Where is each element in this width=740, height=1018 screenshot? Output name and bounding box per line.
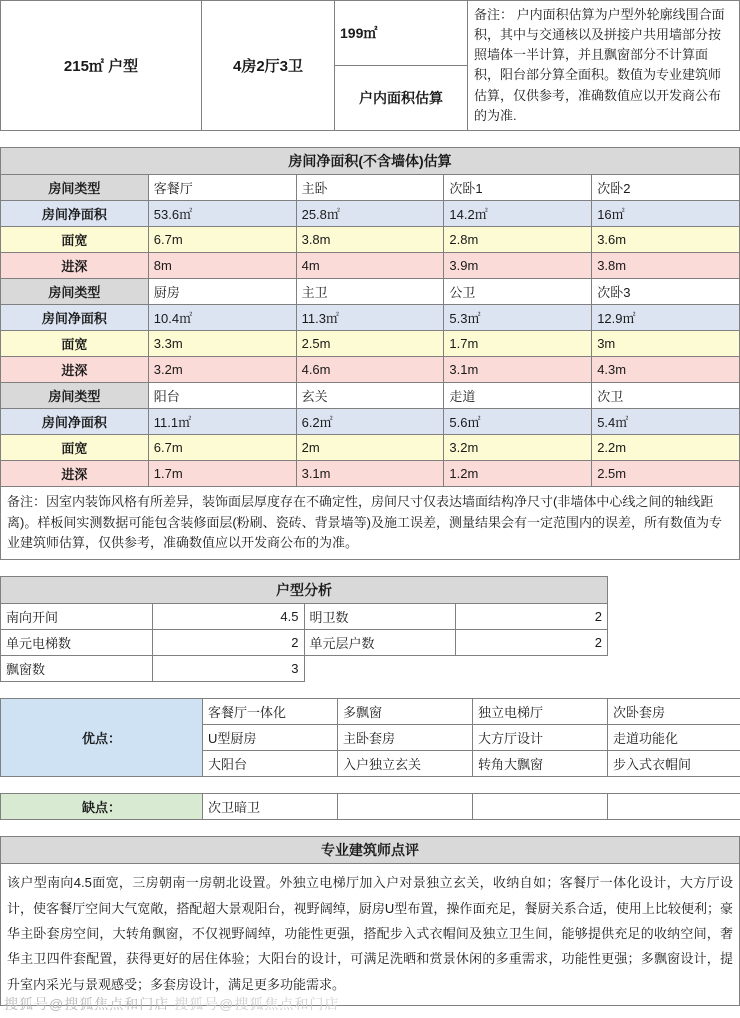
row-label-depth: 进深: [1, 460, 149, 486]
analysis-blank-cell: [304, 656, 456, 682]
room-depth: 3.1m: [444, 356, 592, 382]
spacer: [0, 820, 740, 836]
room-net-area: 5.6㎡: [444, 408, 592, 434]
room-net-area: 5.4㎡: [592, 408, 740, 434]
room-depth: 3.8m: [592, 252, 740, 278]
room-depth: 8m: [148, 252, 296, 278]
row-label-width: 面宽: [1, 434, 149, 460]
cons-item: [473, 794, 608, 820]
room-width: 6.7m: [148, 226, 296, 252]
pros-item: 主卧套房: [338, 725, 473, 751]
table-row: [1, 226, 740, 252]
room-net-area: 11.1㎡: [148, 408, 296, 434]
spacer: [0, 777, 740, 793]
unit-summary-table: [0, 0, 740, 131]
spacer: [0, 560, 740, 576]
cons-table: [0, 793, 740, 820]
cons-label: 缺点：: [1, 794, 203, 820]
cons-item: [338, 794, 473, 820]
room-depth: 1.7m: [148, 460, 296, 486]
pros-label: 优点：: [1, 699, 203, 777]
room-type: 主卫: [296, 278, 444, 304]
room-type: 次卫: [592, 382, 740, 408]
table-row: [1, 699, 740, 725]
row-label-net-area: 房间净面积: [1, 304, 149, 330]
room-width: 3.8m: [296, 226, 444, 252]
header-remark-cell: 备注： 户内面积估算为户型外轮廓线围合面积，其中与交通核以及拼接户共用墙部分按照墙体一半计算，并且飘窗部分不计算面积，阳台部分算全面积。数值为专业建筑师估算，仅供参考，准确数值应以开发商公布的为准.: [468, 1, 740, 131]
review-title: 专业建筑师点评: [1, 837, 740, 864]
room-type: 公卫: [444, 278, 592, 304]
pros-item: 步入式衣帽间: [608, 751, 740, 777]
room-type: 主卧: [296, 174, 444, 200]
table-row: [1, 434, 740, 460]
room-net-area: 12.9㎡: [592, 304, 740, 330]
watermark-text: 搜狐号@搜狐焦点和门店: [4, 996, 169, 1012]
room-depth: 3.1m: [296, 460, 444, 486]
room-depth: 2.5m: [592, 460, 740, 486]
analysis-label: 单元电梯数: [1, 630, 153, 656]
room-width: 3m: [592, 330, 740, 356]
table-row: [1, 460, 740, 486]
table-row: [1, 200, 740, 226]
pros-table: [0, 698, 740, 777]
row-label-type: 房间类型: [1, 382, 149, 408]
room-table-title: 房间净面积(不含墙体)估算: [1, 147, 740, 174]
row-label-width: 面宽: [1, 330, 149, 356]
pros-item: 大阳台: [203, 751, 338, 777]
room-depth: 3.2m: [148, 356, 296, 382]
architect-review-table: [0, 836, 740, 1006]
table-row: [1, 304, 740, 330]
room-depth: 4.3m: [592, 356, 740, 382]
room-width: 3.2m: [444, 434, 592, 460]
room-width: 2.5m: [296, 330, 444, 356]
row-label-net-area: 房间净面积: [1, 200, 149, 226]
row-label-depth: 进深: [1, 252, 149, 278]
layout-cell: 4房2厅3卫: [202, 1, 335, 131]
cons-item: [608, 794, 740, 820]
table-row: [1, 330, 740, 356]
room-type: 次卧1: [444, 174, 592, 200]
row-label-depth: 进深: [1, 356, 149, 382]
spacer: [0, 131, 740, 147]
table-row: [1, 356, 740, 382]
watermark-text-secondary: 搜狐号@搜狐焦点和门店: [174, 996, 339, 1012]
analysis-value: 2: [456, 630, 608, 656]
table-row: [1, 656, 608, 682]
analysis-value: 2: [152, 630, 304, 656]
inner-area-value-cell: 199㎡: [335, 1, 468, 66]
room-width: 2m: [296, 434, 444, 460]
spacer: [0, 682, 740, 698]
analysis-blank-cell: [456, 656, 608, 682]
room-type: 次卧2: [592, 174, 740, 200]
table-row: [1, 604, 608, 630]
room-net-area: 10.4㎡: [148, 304, 296, 330]
room-type: 客餐厅: [148, 174, 296, 200]
room-width: 3.3m: [148, 330, 296, 356]
analysis-label: 飘窗数: [1, 656, 153, 682]
pros-item: 客餐厅一体化: [203, 699, 338, 725]
table-row: [1, 382, 740, 408]
room-net-area: 14.2㎡: [444, 200, 592, 226]
pros-item: 入户独立玄关: [338, 751, 473, 777]
table-row: [1, 794, 740, 820]
room-table-note: 备注：因室内装饰风格有所差异，装饰面层厚度存在不确定性，房间尺寸仅表达墙面结构净尺寸(非墙体中心线之间的轴线距离)。样板间实测数据可能包含装修面层(粉刷、瓷砖、背景墙等)及施工误差，测量结果会有一定范围内的误差，所有数值为专业建筑师估算，仅供参考，准确数值应以开发商公布的为准。: [1, 486, 740, 559]
unit-type-cell: 215㎡ 户型: [1, 1, 202, 131]
pros-item: 大方厅设计: [473, 725, 608, 751]
room-type: 玄关: [296, 382, 444, 408]
pros-item: 走道功能化: [608, 725, 740, 751]
review-body: 该户型南向4.5面宽，三房朝南一房朝北设置。外独立电梯厅加入户对景独立玄关，收纳自如；客餐厅一体化设计，大方厅设计，使客餐厅空间大气宽敞，搭配超大景观阳台，视野阔绰，厨房U型布置，操作面充足，餐厨关系合适，使用上比较便利；豪华主卧套房空间，大转角飘窗，不仅视野阔绰，功能性更强，搭配步入式衣帽间及独立卫生间，能够提供充足的收纳空间，奢华主卫四件套配置，获得更好的居住体验；大阳台的设计，可满足洗晒和赏景休闲的多重需求，功能性更强；多飘窗设计，提升室内采光与景观感受；多套房设计，满足更多功能需求。: [1, 864, 740, 1006]
row-label-net-area: 房间净面积: [1, 408, 149, 434]
room-depth: 3.9m: [444, 252, 592, 278]
pros-item: 独立电梯厅: [473, 699, 608, 725]
row-label-width: 面宽: [1, 226, 149, 252]
room-depth: 4m: [296, 252, 444, 278]
inner-area-label-cell: 户内面积估算: [335, 65, 468, 130]
pros-item: 次卧套房: [608, 699, 740, 725]
analysis-value: 4.5: [152, 604, 304, 630]
analysis-value: 2: [456, 604, 608, 630]
pros-item: 多飘窗: [338, 699, 473, 725]
room-net-area: 53.6㎡: [148, 200, 296, 226]
room-width: 6.7m: [148, 434, 296, 460]
room-width: 1.7m: [444, 330, 592, 356]
cons-item: 次卫暗卫: [203, 794, 338, 820]
table-row: [1, 278, 740, 304]
room-net-area: 5.3㎡: [444, 304, 592, 330]
analysis-label: 单元层户数: [304, 630, 456, 656]
table-row: [1, 630, 608, 656]
table-row: [1, 174, 740, 200]
room-net-area: 16㎡: [592, 200, 740, 226]
table-row: [1, 408, 740, 434]
unit-analysis-table: [0, 576, 608, 682]
room-depth: 4.6m: [296, 356, 444, 382]
room-net-area: 6.2㎡: [296, 408, 444, 434]
row-label-type: 房间类型: [1, 278, 149, 304]
row-label-type: 房间类型: [1, 174, 149, 200]
room-net-area: 11.3㎡: [296, 304, 444, 330]
room-width: 2.2m: [592, 434, 740, 460]
pros-item: 转角大飘窗: [473, 751, 608, 777]
room-width: 2.8m: [444, 226, 592, 252]
analysis-label: 南向开间: [1, 604, 153, 630]
analysis-label: 明卫数: [304, 604, 456, 630]
room-type: 次卧3: [592, 278, 740, 304]
pros-item: U型厨房: [203, 725, 338, 751]
table-row: [1, 252, 740, 278]
room-type: 走道: [444, 382, 592, 408]
room-type: 阳台: [148, 382, 296, 408]
room-net-area: 25.8㎡: [296, 200, 444, 226]
room-depth: 1.2m: [444, 460, 592, 486]
room-type: 厨房: [148, 278, 296, 304]
analysis-value: 3: [152, 656, 304, 682]
room-area-table: [0, 147, 740, 560]
analysis-title: 户型分析: [1, 577, 608, 604]
watermark: [4, 994, 339, 1014]
room-width: 3.6m: [592, 226, 740, 252]
